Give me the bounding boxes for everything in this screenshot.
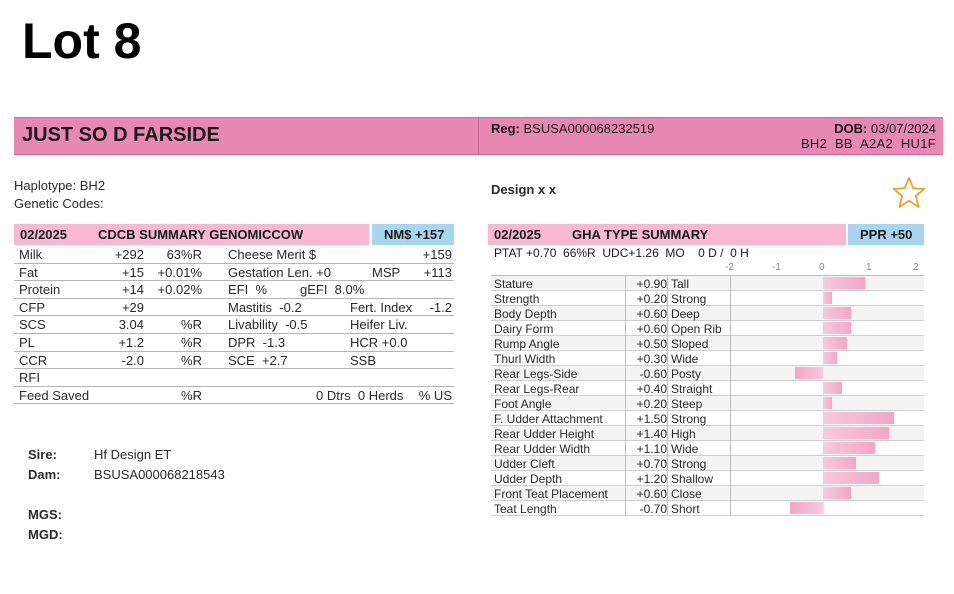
banner-divider bbox=[478, 118, 479, 154]
cdcb-row bbox=[14, 299, 454, 317]
cdcb-cell-value-3: +113 bbox=[423, 264, 452, 280]
cdcb-cell-trait: Protein bbox=[19, 282, 61, 298]
trait-bar bbox=[823, 307, 851, 319]
cdcb-cell-rel: +0.02% bbox=[157, 282, 202, 298]
cdcb-cell-value: +15 bbox=[121, 264, 144, 280]
haplotype: Haplotype: BH2 bbox=[14, 178, 106, 193]
trait-value: +1.50 bbox=[636, 412, 667, 426]
animal-banner bbox=[14, 117, 943, 155]
mgd-label: MGD: bbox=[28, 527, 63, 542]
cdcb-row bbox=[14, 387, 454, 405]
design-label: Design x x bbox=[491, 182, 557, 197]
cdcb-header bbox=[14, 224, 454, 246]
trait-descriptor: High bbox=[671, 427, 696, 441]
dam-value: BSUSA000068218543 bbox=[94, 467, 225, 482]
cdcb-cell-trait-3: HCR +0.0 bbox=[350, 334, 408, 350]
trait-value: +0.60 bbox=[636, 307, 667, 321]
cdcb-cell-value-3: +159 bbox=[422, 247, 452, 262]
trait-descriptor: Posty bbox=[671, 367, 702, 381]
trait-value: -0.60 bbox=[639, 367, 667, 381]
registration bbox=[491, 121, 654, 136]
birth-date bbox=[834, 121, 936, 136]
trait-value: +1.20 bbox=[636, 472, 667, 486]
scale-tick-label: 1 bbox=[866, 262, 872, 273]
scale-tick-label: -1 bbox=[772, 262, 781, 273]
dam-label: Dam: bbox=[28, 467, 61, 482]
cdcb-cell-trait-2: DPR -1.3 bbox=[228, 334, 286, 350]
trait-value: +0.50 bbox=[636, 337, 667, 351]
cdcb-cell-trait-3: Heifer Liv. bbox=[350, 317, 408, 333]
trait-descriptor: Sloped bbox=[671, 337, 709, 351]
cdcb-row bbox=[14, 281, 454, 299]
cdcb-cell-rel: +0.01% bbox=[157, 264, 202, 280]
genetic-codes: Genetic Codes: bbox=[14, 196, 104, 211]
trait-descriptor: Close bbox=[671, 487, 702, 501]
gha-title: GHA TYPE SUMMARY bbox=[572, 227, 709, 242]
dob-label: DOB: bbox=[834, 121, 868, 136]
trait-value: +0.70 bbox=[636, 457, 667, 471]
trait-bar bbox=[823, 292, 832, 304]
cdcb-cell-trait-2: Cheese Merit $ bbox=[228, 247, 317, 262]
cdcb-cell-trait: SCS bbox=[19, 317, 46, 333]
trait-descriptor: Strong bbox=[671, 412, 707, 426]
trait-descriptor: Wide bbox=[671, 442, 699, 456]
cdcb-cell-trait: PL bbox=[19, 334, 35, 350]
trait-name: Rear Udder Width bbox=[494, 442, 591, 456]
mgs-label: MGS: bbox=[28, 507, 62, 522]
trait-descriptor: Tall bbox=[671, 277, 690, 291]
trait-descriptor: Strong bbox=[671, 292, 707, 306]
trait-value: +0.90 bbox=[636, 277, 667, 291]
reg-label: Reg: bbox=[491, 121, 520, 136]
cdcb-cell-rel: %R bbox=[181, 387, 202, 403]
animal-name: JUST SO D FARSIDE bbox=[22, 124, 220, 146]
cdcb-cell-trait-3: SSB bbox=[350, 352, 377, 368]
cdcb-cell-value-3: % US bbox=[418, 387, 452, 403]
cdcb-cell-rel: %R bbox=[181, 317, 202, 333]
cdcb-row bbox=[14, 369, 454, 387]
trait-name: F. Udder Attachment bbox=[494, 412, 603, 426]
cdcb-cell-trait: CFP bbox=[19, 299, 45, 315]
cdcb-cell-trait: Feed Saved bbox=[19, 387, 90, 403]
trait-value: +0.20 bbox=[636, 397, 667, 411]
cdcb-title: CDCB SUMMARY GENOMICCOW bbox=[98, 227, 304, 242]
cdcb-cell-value: +292 bbox=[114, 247, 144, 262]
trait-bar bbox=[823, 322, 851, 334]
cdcb-row bbox=[14, 316, 454, 334]
cdcb-date: 02/2025 bbox=[20, 227, 67, 242]
trait-name: Thurl Width bbox=[494, 352, 556, 366]
trait-bar bbox=[823, 277, 865, 289]
trait-value: +0.40 bbox=[636, 382, 667, 396]
trait-descriptor: Shallow bbox=[671, 472, 714, 486]
cdcb-cell-trait-2: SCE +2.7 bbox=[228, 352, 288, 368]
trait-name: Dairy Form bbox=[494, 322, 554, 336]
cdcb-cell-trait-2: Livability -0.5 bbox=[228, 317, 308, 333]
trait-bar bbox=[823, 352, 837, 364]
trait-bar bbox=[823, 487, 851, 499]
cdcb-cell-trait-3: MSP bbox=[372, 264, 401, 280]
gha-date: 02/2025 bbox=[494, 227, 541, 242]
trait-bar bbox=[790, 502, 823, 514]
trait-descriptor: Short bbox=[671, 502, 700, 516]
cdcb-cell-trait: Milk bbox=[19, 247, 43, 262]
cdcb-cell-trait-3: Fert. Index bbox=[350, 299, 413, 315]
cdcb-cell-value-3: -1.2 bbox=[429, 299, 452, 315]
trait-name: Rear Udder Height bbox=[494, 427, 595, 441]
trait-descriptor: Steep bbox=[671, 397, 703, 411]
cdcb-row bbox=[14, 264, 454, 282]
trait-descriptor: Wide bbox=[671, 352, 699, 366]
trait-bar bbox=[823, 337, 847, 349]
dob-value: 03/07/2024 bbox=[870, 121, 936, 136]
reg-value: BSUSA000068232519 bbox=[523, 121, 655, 136]
trait-name: Rear Legs-Side bbox=[494, 367, 578, 381]
cdcb-cell-value: +14 bbox=[121, 282, 144, 298]
trait-name: Body Depth bbox=[494, 307, 557, 321]
cdcb-cell-trait: CCR bbox=[19, 352, 48, 368]
trait-bar bbox=[823, 397, 832, 409]
scale-tick-label: 2 bbox=[913, 262, 919, 273]
ptat-line: PTAT +0.70 66%R UDC+1.26 MO 0 D / 0 H bbox=[494, 246, 749, 260]
trait-name: Rump Angle bbox=[494, 337, 560, 351]
ppr-value: PPR +50 bbox=[860, 227, 913, 242]
cdcb-cell-rel: 63%R bbox=[166, 247, 202, 262]
cdcb-cell-trait-3: 0 Dtrs 0 Herds bbox=[316, 387, 404, 403]
gha-header bbox=[488, 224, 924, 246]
cdcb-cell-trait: RFI bbox=[19, 370, 40, 386]
sire-value: Hf Design ET bbox=[94, 447, 172, 462]
trait-name: Front Teat Placement bbox=[494, 487, 608, 501]
trait-name: Udder Depth bbox=[494, 472, 563, 486]
cdcb-row bbox=[14, 334, 454, 352]
cdcb-cell-value: +1.2 bbox=[118, 334, 144, 350]
nm-value: NM$ +157 bbox=[384, 227, 445, 242]
trait-bar bbox=[823, 427, 889, 439]
cdcb-cell-rel: %R bbox=[181, 334, 202, 350]
trait-name: Stature bbox=[494, 277, 533, 291]
col-sep-1 bbox=[625, 275, 626, 516]
trait-descriptor: Deep bbox=[671, 307, 700, 321]
sire-label: Sire: bbox=[28, 447, 57, 462]
cdcb-cell-value: 3.04 bbox=[118, 317, 144, 333]
cdcb-cell-trait: Fat bbox=[19, 264, 38, 280]
cdcb-table bbox=[14, 246, 454, 404]
trait-value: +1.40 bbox=[636, 427, 667, 441]
cdcb-cell-value: -2.0 bbox=[121, 352, 144, 368]
cdcb-cell-trait-3: gEFI 8.0% bbox=[300, 282, 365, 298]
trait-bar bbox=[823, 472, 879, 484]
trait-value: -0.70 bbox=[639, 502, 667, 516]
genetic-code-list: BH2 BB A2A2 HU1F bbox=[800, 136, 936, 151]
trait-name: Strength bbox=[494, 292, 540, 306]
star-outline-icon[interactable] bbox=[892, 176, 926, 210]
trait-value: +0.60 bbox=[636, 487, 667, 501]
cdcb-cell-value: +29 bbox=[121, 299, 144, 315]
scale-tick-label: -2 bbox=[725, 262, 734, 273]
cdcb-cell-trait-2: Mastitis -0.2 bbox=[228, 299, 302, 315]
trait-value: +0.60 bbox=[636, 322, 667, 336]
trait-bar bbox=[823, 457, 856, 469]
trait-value: +1.10 bbox=[636, 442, 667, 456]
trait-descriptor: Strong bbox=[671, 457, 707, 471]
col-sep-2 bbox=[667, 275, 668, 516]
cdcb-cell-rel: %R bbox=[181, 352, 202, 368]
trait-name: Foot Angle bbox=[494, 397, 552, 411]
trait-bar bbox=[823, 382, 842, 394]
type-trait-bar-chart bbox=[730, 275, 924, 516]
trait-descriptor: Straight bbox=[671, 382, 713, 396]
trait-bar bbox=[823, 442, 875, 454]
trait-descriptor: Open Rib bbox=[671, 322, 722, 336]
trait-name: Udder Cleft bbox=[494, 457, 555, 471]
cdcb-cell-trait-2: EFI % bbox=[228, 282, 268, 298]
lot-title: Lot 8 bbox=[22, 13, 142, 69]
trait-value: +0.20 bbox=[636, 292, 667, 306]
trait-name: Teat Length bbox=[494, 502, 557, 516]
cdcb-cell-trait-2: Gestation Len. +0 bbox=[228, 264, 331, 280]
scale-tick-label: 0 bbox=[819, 262, 825, 273]
cdcb-row bbox=[14, 246, 454, 264]
trait-bar bbox=[823, 412, 894, 424]
trait-bar bbox=[795, 367, 823, 379]
cdcb-row bbox=[14, 352, 454, 370]
trait-name: Rear Legs-Rear bbox=[494, 382, 580, 396]
trait-value: +0.30 bbox=[636, 352, 667, 366]
